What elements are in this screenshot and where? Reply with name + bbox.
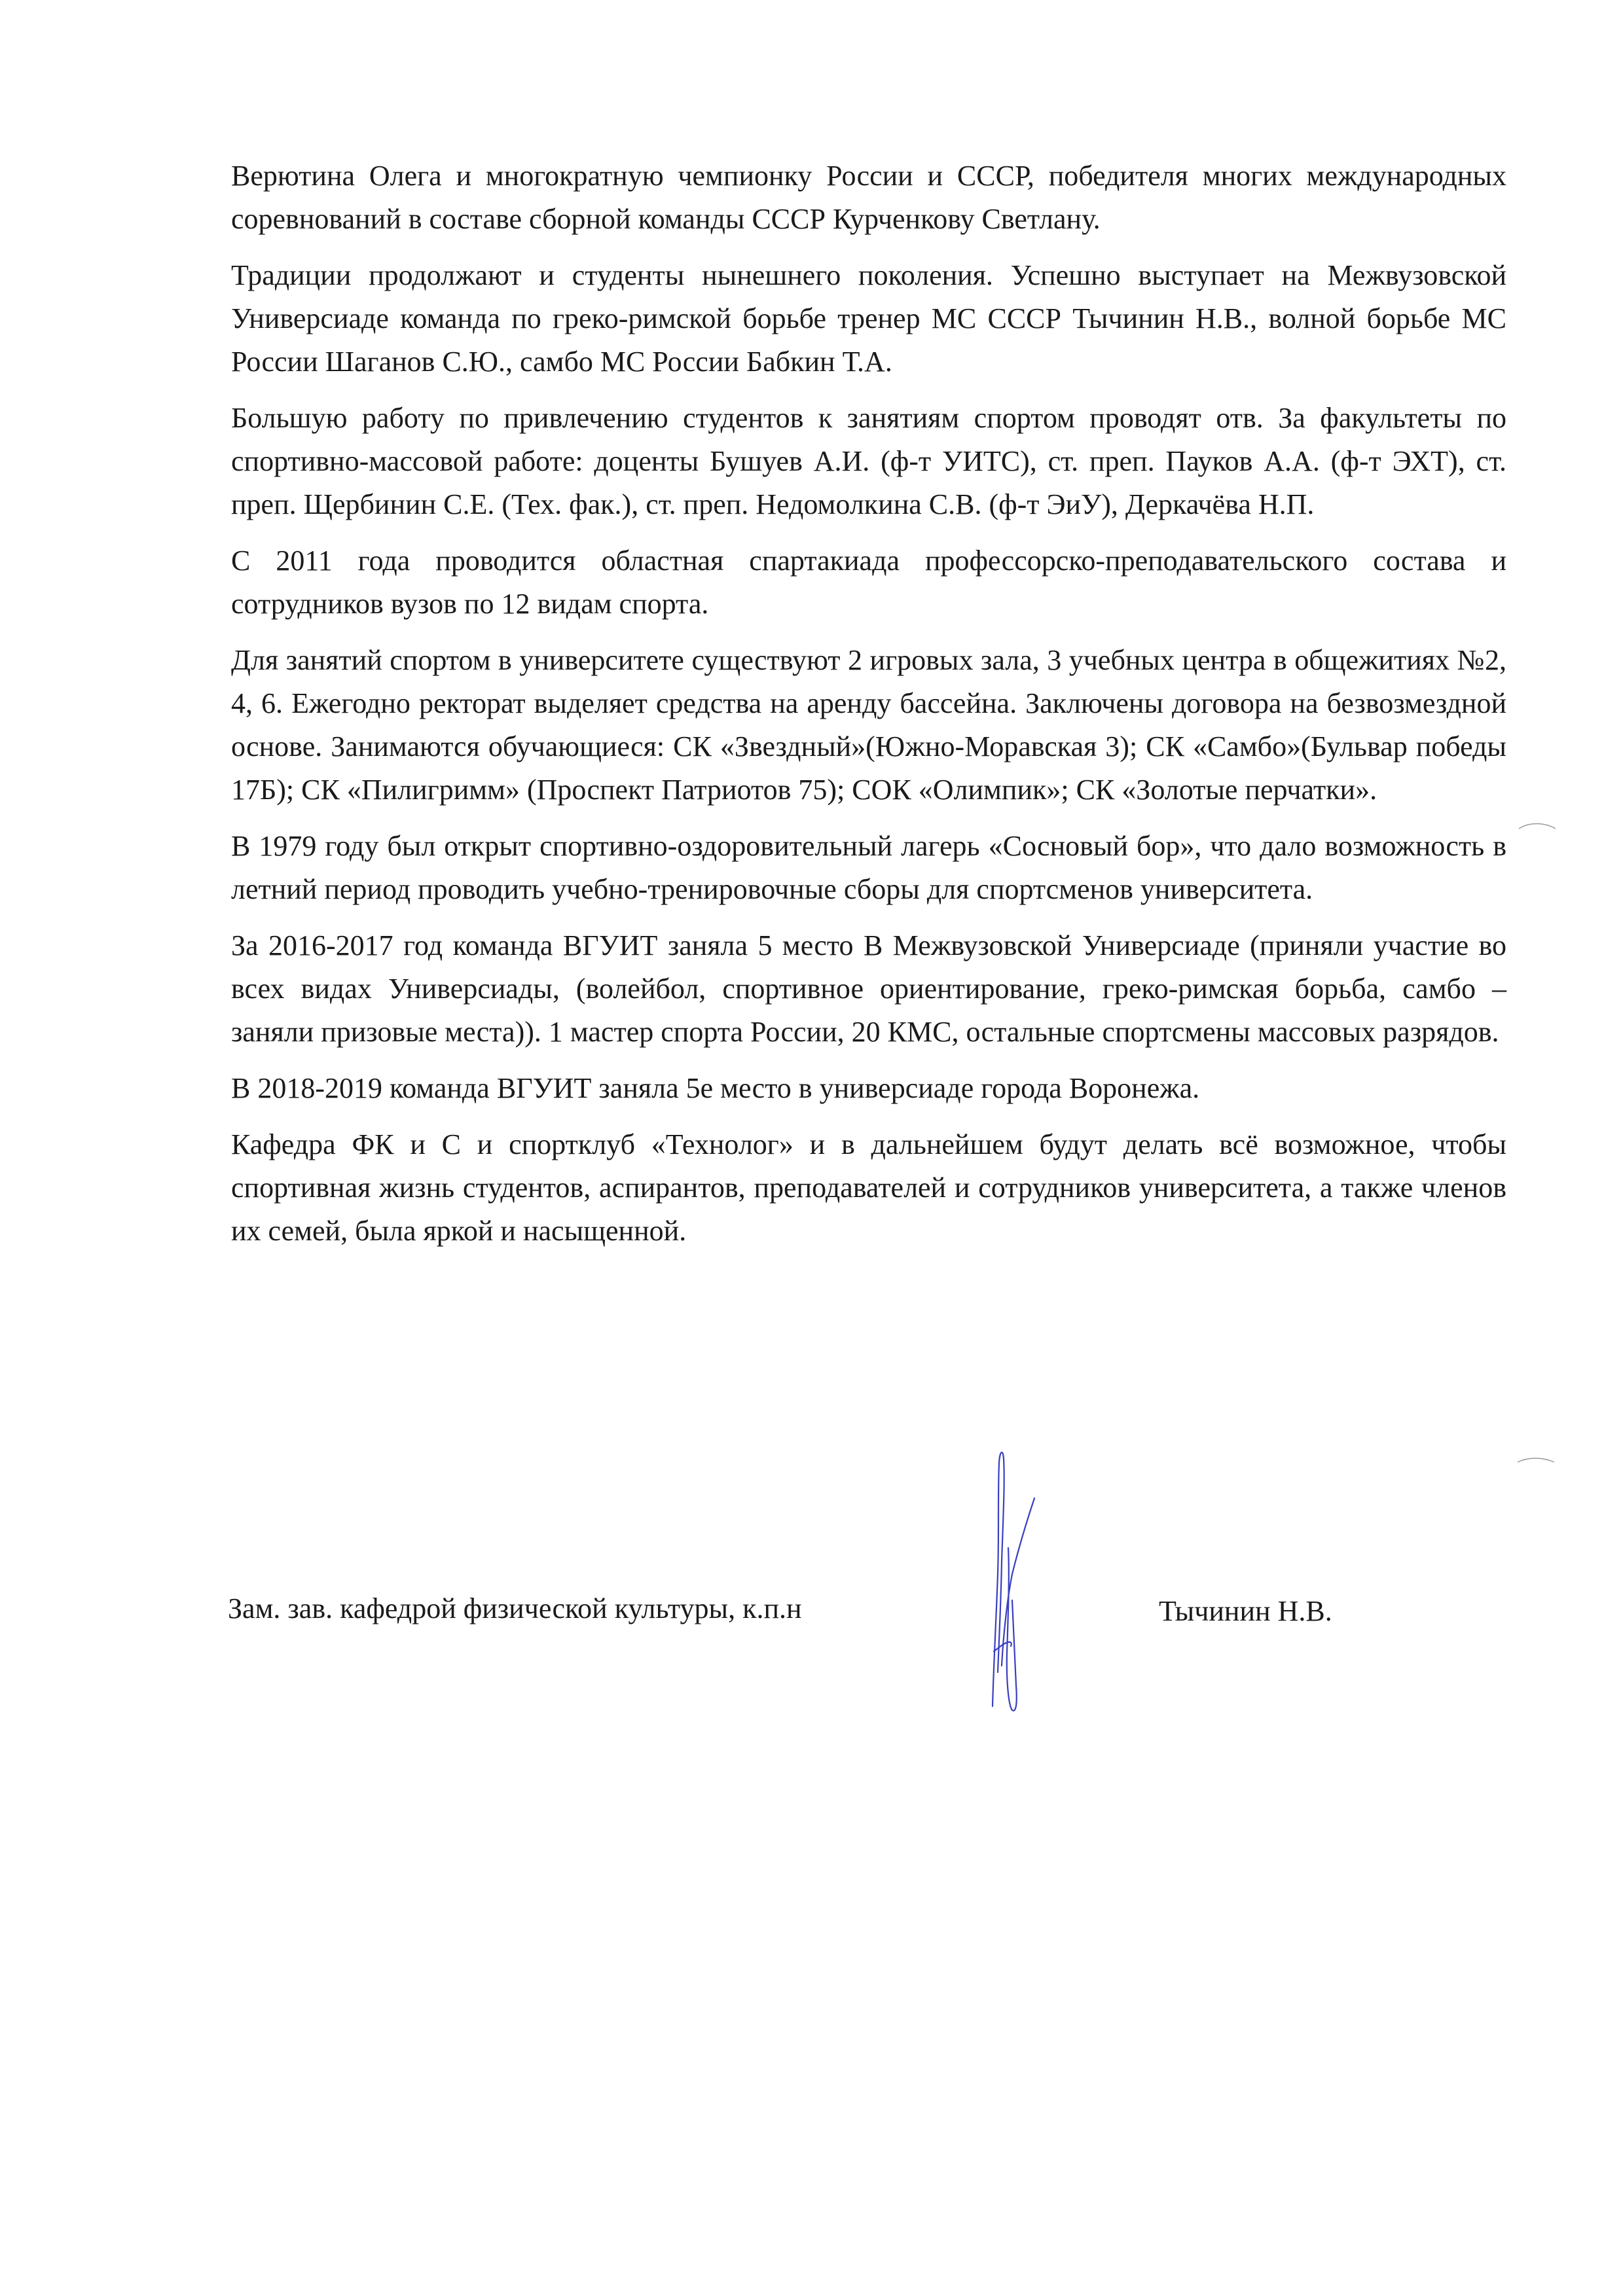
paragraph-athletes: Верютина Олега и многократную чемпионку России и СССР, победителя многих международных соревнований в составе сборной команды СССР Курченкову Светлану.	[231, 160, 1506, 235]
scan-edge-mark-icon	[1516, 1453, 1556, 1466]
paragraph-conclusion: Кафедра ФК и С и спортклуб «Технолог» и в дальнейшем будут делать всё возможное, чтобы спортивная жизнь студентов, аспирантов, преподавателей и сотрудников университета, а также членов их семей, была яркой и насыщенной.	[231, 1128, 1506, 1247]
signature-block	[228, 1587, 1504, 1640]
document-body	[231, 154, 1506, 1266]
paragraph-faculty-staff: Большую работу по привлечению студентов к занятиям спортом проводят отв. За факультеты по спортивно-массовой работе: доценты Бушуев А.И. (ф-т УИТС), ст. преп. Пауков А.А. (ф-т ЭХТ), ст. преп. Щербинин С.Е. (Тех. фак.), ст. преп. Недомолкина С.В. (ф-т ЭиУ), Деркачёва Н.П.	[231, 402, 1506, 520]
signer-name: Тычинин Н.В.	[1159, 1595, 1332, 1627]
paragraph-facilities: Для занятий спортом в университете существуют 2 игровых зала, 3 учебных центра в общежитиях №2, 4, 6. Ежегодно ректорат выделяет средства на аренду бассейна. Заключены договора на безвозмездной основе. Занимаются обучающиеся: СК «Звездный»(Южно-Моравская 3); СК «Самбо»(Бульвар победы 17Б); СК «Пилигримм» (Проспект Патриотов 75); СОК «Олимпик»; СК «Золотые перчатки».	[231, 644, 1506, 806]
paragraph-camp: В 1979 году был открыт спортивно-оздоровительный лагерь «Сосновый бор», что дало возможность в летний период проводить учебно-тренировочные сборы для спортсменов университета.	[231, 830, 1506, 905]
scan-edge-mark-icon	[1518, 819, 1557, 833]
signer-position: Зам. зав. кафедрой физической культуры, к.п.н	[228, 1592, 802, 1624]
paragraph-spartakiad: С 2011 года проводится областная спартакиада профессорско-преподавательского состава и сотрудников вузов по 12 видам спорта.	[231, 545, 1506, 620]
handwritten-signature-icon	[969, 1443, 1061, 1718]
paragraph-results-2018: В 2018-2019 команда ВГУИТ заняла 5е место в универсиаде города Воронежа.	[231, 1072, 1200, 1104]
paragraph-traditions: Традиции продолжают и студенты нынешнего поколения. Успешно выступает на Межвузовской Универсиаде команда по греко-римской борьбе тренер МС СССР Тычинин Н.В., волной борьбе МС России Шаганов С.Ю., самбо МС России Бабкин Т.А.	[231, 259, 1506, 378]
paragraph-results-2016: За 2016-2017 год команда ВГУИТ заняла 5 место В Межвузовской Универсиаде (приняли участие во всех видах Универсиады, (волейбол, спортивное ориентирование, греко-римская борьба, самбо – заняли призовые места)). 1 мастер спорта России, 20 КМС, остальные спортсмены массовых разрядов.	[231, 929, 1506, 1048]
